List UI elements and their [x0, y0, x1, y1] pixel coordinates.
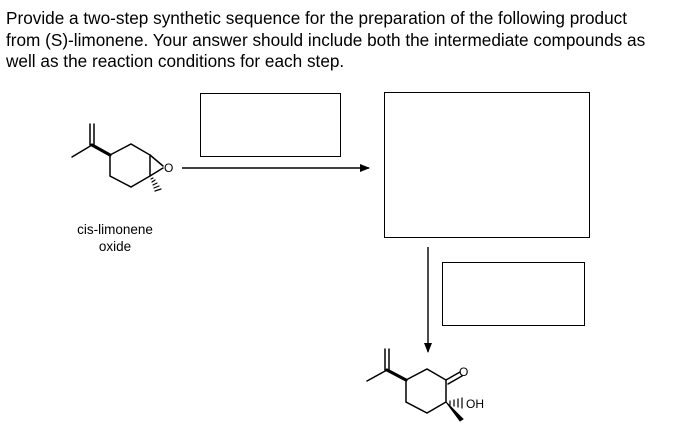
starting-material-name	[60, 221, 170, 255]
step-2-conditions-box[interactable]	[442, 262, 585, 326]
starting-material-structure	[72, 124, 163, 191]
starting-material-name-line-2: oxide	[98, 239, 132, 254]
step-1-conditions-box[interactable]	[200, 93, 341, 157]
epoxide-oxygen-label: O	[164, 161, 174, 175]
intermediate-compound-box[interactable]	[384, 92, 590, 238]
carbonyl-oxygen-label: O	[459, 365, 469, 379]
question-line-1: Provide a two-step synthetic sequence for the preparation of the following product	[6, 8, 628, 28]
product-structure	[367, 349, 463, 421]
question-line-3: well as the reaction conditions for each step.	[6, 51, 345, 71]
question-line-2: from (S)-limonene. Your answer should include both the intermediate compounds as	[6, 29, 646, 50]
hydroxyl-label: OH	[466, 397, 484, 411]
question-text	[6, 8, 696, 73]
starting-material-name-line-1: cis-limonene	[77, 222, 153, 237]
